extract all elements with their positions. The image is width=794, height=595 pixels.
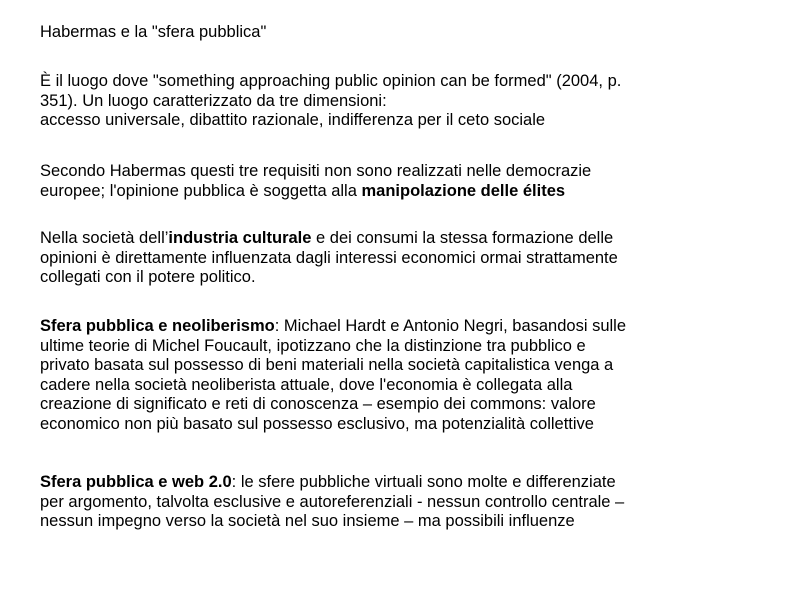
text-run: Nella società dell’: [40, 229, 169, 247]
text-run: : le sfere pubbliche virtuali sono molte e differenziate: [231, 473, 616, 491]
paragraph-line: opinioni è direttamente influenzata dagli interessi economici ormai strattamente: [40, 248, 618, 267]
paragraph-line: privato basata sul possesso di beni materiali nella società capitalistica venga a: [40, 356, 614, 375]
paragraph-line: [40, 317, 626, 337]
paragraph-line: collegati con il potere politico.: [40, 268, 256, 287]
paragraph-line: ultime teorie di Michel Foucault, ipotizzano che la distinzione tra pubblico e: [40, 336, 586, 355]
bold-text: manipolazione delle élites: [361, 181, 566, 200]
paragraph-line: [40, 473, 624, 493]
paragraph-line: 351). Un luogo caratterizzato da tre dimensioni:: [40, 91, 387, 110]
paragraph-web20: [40, 473, 624, 532]
paragraph-definition: [40, 72, 621, 131]
text-run: europee; l'opinione pubblica è soggetta alla: [40, 181, 362, 200]
bold-text: Sfera pubblica e web 2.0: [40, 473, 232, 491]
paragraph-line: nessun impegno verso la società nel suo insieme – ma possibili influenze: [40, 512, 575, 531]
paragraph-line: accesso universale, dibattito razionale, indifferenza per il ceto sociale: [40, 111, 546, 130]
paragraph-habermas: [40, 162, 591, 201]
paragraph-line: economico non più basato sul possesso esclusivo, ma potenzialità collettive: [40, 414, 594, 433]
paragraph-line: cadere nella società neoliberista attuale, dove l'economia è collegata alla: [40, 375, 573, 394]
paragraph-line: [40, 182, 591, 202]
paragraph-neoliberism: [40, 317, 626, 435]
paragraph-line: [40, 229, 618, 249]
paragraph-line: È il luogo dove "something approaching public opinion can be formed" (2004, p.: [40, 72, 622, 90]
slide-title: Habermas e la "sfera pubblica": [40, 23, 267, 41]
bold-text: Sfera pubblica e neoliberismo: [40, 317, 275, 335]
paragraph-cultural-industry: [40, 229, 618, 288]
text-run: e dei consumi la stessa formazione delle: [311, 229, 614, 247]
text-run: : Michael Hardt e Antonio Negri, basandosi sulle: [274, 317, 627, 335]
bold-text: industria culturale: [168, 229, 312, 247]
paragraph-line: per argomento, talvolta esclusive e autoreferenziali - nessun controllo centrale –: [40, 492, 625, 511]
paragraph-line: Secondo Habermas questi tre requisiti non sono realizzati nelle democrazie: [40, 162, 592, 180]
paragraph-line: creazione di significato e reti di conoscenza – esempio dei commons: valore: [40, 395, 596, 414]
slide: [40, 0, 780, 595]
